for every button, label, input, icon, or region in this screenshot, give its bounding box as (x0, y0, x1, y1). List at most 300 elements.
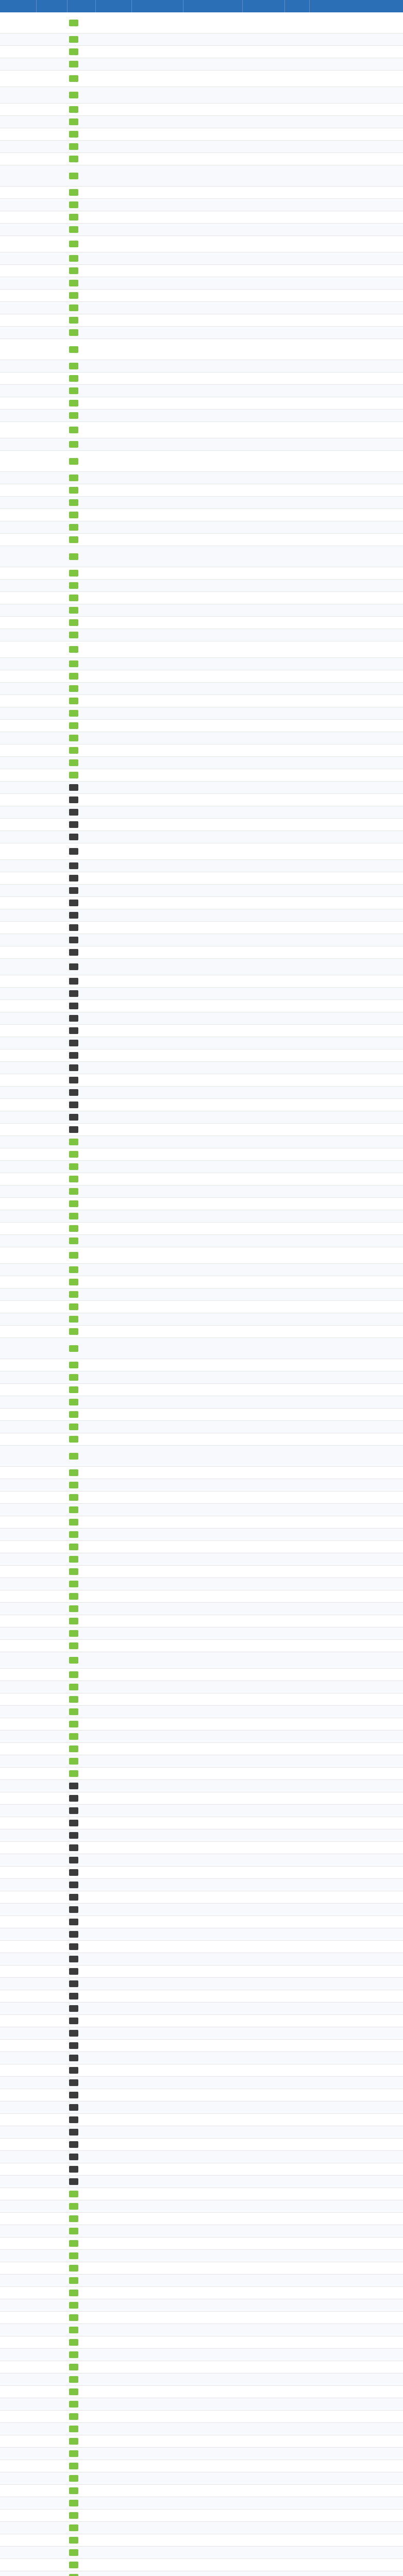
table-cell (0, 2448, 36, 2460)
table-row[interactable] (0, 87, 403, 104)
table-row[interactable] (0, 277, 403, 290)
table-row[interactable] (0, 1235, 403, 1247)
table-cell (95, 141, 131, 153)
table-row[interactable] (0, 2423, 403, 2435)
table-row[interactable] (0, 592, 403, 604)
table-row[interactable] (0, 1904, 403, 1916)
table-row[interactable] (0, 509, 403, 521)
table-row[interactable] (0, 1264, 403, 1276)
table-row[interactable] (0, 1867, 403, 1879)
table-row[interactable] (0, 1025, 403, 1037)
table-row[interactable] (0, 1223, 403, 1235)
table-row[interactable] (0, 128, 403, 141)
table-row[interactable] (0, 1990, 403, 2003)
table-row[interactable] (0, 860, 403, 872)
table-row[interactable] (0, 2275, 403, 2287)
column-header[interactable] (0, 0, 36, 12)
table-row[interactable] (0, 1012, 403, 1025)
table-row[interactable] (0, 872, 403, 885)
table-row[interactable] (0, 1603, 403, 1615)
table-row[interactable] (0, 909, 403, 922)
table-row[interactable] (0, 1628, 403, 1640)
table-row[interactable] (0, 1731, 403, 1743)
table-row[interactable] (0, 2225, 403, 2238)
table-row[interactable] (0, 1433, 403, 1446)
table-cell (284, 744, 309, 757)
table-row[interactable] (0, 1384, 403, 1396)
table-row[interactable] (0, 683, 403, 695)
table-cell (36, 885, 67, 897)
table-row[interactable] (0, 934, 403, 946)
table-row[interactable] (0, 1928, 403, 1941)
table-row[interactable] (0, 2312, 403, 2324)
column-header[interactable] (95, 0, 131, 12)
table-row[interactable] (0, 2102, 403, 2114)
table-cell (0, 757, 36, 769)
table-row[interactable] (0, 1768, 403, 1780)
table-row[interactable] (0, 290, 403, 302)
table-row[interactable] (0, 946, 403, 959)
table-row[interactable] (0, 1529, 403, 1541)
table-row[interactable] (0, 658, 403, 670)
table-row[interactable] (0, 497, 403, 509)
table-cell (0, 534, 36, 546)
table-row[interactable] (0, 2015, 403, 2027)
table-row[interactable] (0, 641, 403, 658)
table-cell (95, 1718, 131, 1731)
table-row[interactable] (0, 224, 403, 236)
table-cell (95, 1615, 131, 1628)
table-row[interactable] (0, 1590, 403, 1603)
table-row[interactable] (0, 211, 403, 224)
table-row[interactable] (0, 604, 403, 617)
table-row[interactable] (0, 1566, 403, 1578)
table-row[interactable] (0, 1148, 403, 1161)
table-cell (67, 843, 95, 860)
table-cell (183, 1718, 242, 1731)
table-cell (242, 1492, 284, 1504)
table-row[interactable] (0, 1669, 403, 1681)
table-cell (242, 885, 284, 897)
table-cell (242, 975, 284, 988)
table-row[interactable] (0, 1652, 403, 1669)
table-cell (36, 451, 67, 472)
table-row[interactable] (0, 819, 403, 831)
table-row[interactable] (0, 2052, 403, 2064)
table-row[interactable] (0, 2460, 403, 2472)
table-row[interactable] (0, 2547, 403, 2559)
table-row[interactable] (0, 116, 403, 128)
table-row[interactable] (0, 744, 403, 757)
table-row[interactable] (0, 1891, 403, 1904)
table-row[interactable] (0, 1371, 403, 1384)
column-header[interactable] (131, 0, 183, 12)
table-row[interactable] (0, 1326, 403, 1338)
column-header[interactable] (309, 0, 403, 12)
table-cell (131, 1000, 183, 1012)
table-cell (67, 720, 95, 732)
table-row[interactable] (0, 472, 403, 484)
table-cell (67, 1276, 95, 1289)
table-row[interactable] (0, 831, 403, 843)
table-row[interactable] (0, 1780, 403, 1792)
table-row[interactable] (0, 897, 403, 909)
table-row[interactable] (0, 1805, 403, 1817)
table-row[interactable] (0, 1467, 403, 1479)
table-cell (67, 695, 95, 707)
table-row[interactable] (0, 1516, 403, 1529)
table-row[interactable] (0, 360, 403, 372)
table-row[interactable] (0, 2497, 403, 2510)
table-row[interactable] (0, 1640, 403, 1652)
table-row[interactable] (0, 1173, 403, 1185)
table-cell (309, 1681, 403, 1693)
table-row[interactable] (0, 1504, 403, 1516)
table-row[interactable] (0, 843, 403, 860)
status-badge (69, 2487, 78, 2494)
table-cell (0, 1953, 36, 1965)
table-row[interactable] (0, 2077, 403, 2089)
table-cell (242, 1628, 284, 1640)
table-row[interactable] (0, 1161, 403, 1173)
table-row[interactable] (0, 1421, 403, 1433)
table-cell (95, 153, 131, 165)
table-cell (309, 372, 403, 385)
table-row[interactable] (0, 2151, 403, 2163)
table-row[interactable] (0, 2064, 403, 2077)
table-row[interactable] (0, 959, 403, 975)
table-row[interactable] (0, 629, 403, 641)
table-cell (67, 2559, 95, 2571)
table-row[interactable] (0, 521, 403, 534)
table-cell (309, 2089, 403, 2102)
table-row[interactable] (0, 1185, 403, 1198)
column-header[interactable] (284, 0, 309, 12)
table-row[interactable] (0, 236, 403, 252)
table-cell (0, 604, 36, 617)
table-row[interactable] (0, 2287, 403, 2299)
table-row[interactable] (0, 1136, 403, 1148)
table-cell (131, 1628, 183, 1640)
table-row[interactable] (0, 1553, 403, 1566)
table-row[interactable] (0, 2349, 403, 2361)
table-cell (36, 472, 67, 484)
table-row[interactable] (0, 1615, 403, 1628)
table-cell (284, 1087, 309, 1099)
table-row[interactable] (0, 617, 403, 629)
table-row[interactable] (0, 141, 403, 153)
table-row[interactable] (0, 165, 403, 187)
table-row[interactable] (0, 720, 403, 732)
table-row[interactable] (0, 438, 403, 451)
table-cell (131, 2163, 183, 2176)
table-row[interactable] (0, 1541, 403, 1553)
table-row[interactable] (0, 1359, 403, 1371)
table-row[interactable] (0, 372, 403, 385)
column-header[interactable] (183, 0, 242, 12)
table-cell (183, 1049, 242, 1062)
table-row[interactable] (0, 2027, 403, 2040)
table-row[interactable] (0, 339, 403, 360)
status-badge (69, 2178, 78, 2185)
column-header[interactable] (242, 0, 284, 12)
table-row[interactable] (0, 534, 403, 546)
table-cell (242, 2114, 284, 2126)
status-badge (69, 536, 78, 543)
table-cell (67, 1161, 95, 1173)
table-row[interactable] (0, 1037, 403, 1049)
table-row[interactable] (0, 1941, 403, 1953)
table-row[interactable] (0, 1829, 403, 1842)
table-row[interactable] (0, 567, 403, 580)
table-cell (131, 236, 183, 252)
table-row[interactable] (0, 327, 403, 339)
table-cell (309, 2275, 403, 2287)
table-row[interactable] (0, 1409, 403, 1421)
table-row[interactable] (0, 2485, 403, 2497)
table-row[interactable] (0, 302, 403, 314)
table-cell (36, 1012, 67, 1025)
table-cell (309, 1669, 403, 1681)
table-row[interactable] (0, 2510, 403, 2522)
table-row[interactable] (0, 2213, 403, 2225)
table-row[interactable] (0, 2139, 403, 2151)
table-row[interactable] (0, 1000, 403, 1012)
table-cell (309, 1276, 403, 1289)
table-cell (309, 1111, 403, 1124)
table-cell (242, 819, 284, 831)
table-row[interactable] (0, 153, 403, 165)
table-row[interactable] (0, 1338, 403, 1359)
table-cell (36, 1755, 67, 1768)
table-row[interactable] (0, 397, 403, 410)
table-row[interactable] (0, 2250, 403, 2262)
table-row[interactable] (0, 2522, 403, 2534)
table-row[interactable] (0, 2534, 403, 2547)
table-row[interactable] (0, 922, 403, 934)
table-row[interactable] (0, 1854, 403, 1867)
table-row[interactable] (0, 1743, 403, 1755)
table-cell (242, 1718, 284, 1731)
table-row[interactable] (0, 885, 403, 897)
table-row[interactable] (0, 2472, 403, 2485)
table-row[interactable] (0, 484, 403, 497)
table-row[interactable] (0, 1879, 403, 1891)
table-row[interactable] (0, 1492, 403, 1504)
table-cell (95, 265, 131, 277)
table-row[interactable] (0, 410, 403, 422)
table-cell (131, 1578, 183, 1590)
table-cell (242, 2510, 284, 2522)
table-cell (95, 1504, 131, 1516)
table-row[interactable] (0, 2003, 403, 2015)
table-row[interactable] (0, 2114, 403, 2126)
table-cell (131, 2114, 183, 2126)
table-cell (131, 422, 183, 438)
table-row[interactable] (0, 265, 403, 277)
status-badge (69, 1931, 78, 1938)
status-badge (69, 1671, 78, 1678)
table-row[interactable] (0, 1479, 403, 1492)
table-row[interactable] (0, 732, 403, 744)
table-row[interactable] (0, 1978, 403, 1990)
table-cell (36, 1223, 67, 1235)
table-row[interactable] (0, 1446, 403, 1467)
table-row[interactable] (0, 806, 403, 819)
table-row[interactable] (0, 1313, 403, 1326)
table-row[interactable] (0, 1706, 403, 1718)
table-row[interactable] (0, 1198, 403, 1210)
table-row[interactable] (0, 546, 403, 567)
table-row[interactable] (0, 1301, 403, 1313)
table-row[interactable] (0, 2163, 403, 2176)
table-cell (309, 314, 403, 327)
table-row[interactable] (0, 33, 403, 46)
table-cell (242, 1615, 284, 1628)
table-row[interactable] (0, 2559, 403, 2571)
table-row[interactable] (0, 1062, 403, 1074)
table-row[interactable] (0, 46, 403, 58)
table-row[interactable] (0, 1396, 403, 1409)
table-row[interactable] (0, 1953, 403, 1965)
table-cell (183, 1235, 242, 1247)
table-row[interactable] (0, 2176, 403, 2188)
table-cell (242, 1062, 284, 1074)
table-cell (309, 2102, 403, 2114)
table-cell (183, 199, 242, 211)
table-cell (36, 2386, 67, 2398)
table-cell (131, 2547, 183, 2559)
table-cell (183, 141, 242, 153)
table-cell (284, 1891, 309, 1904)
table-row[interactable] (0, 2324, 403, 2336)
table-cell (36, 1928, 67, 1941)
table-cell (67, 46, 95, 58)
table-row[interactable] (0, 1124, 403, 1136)
table-row[interactable] (0, 2299, 403, 2312)
table-row[interactable] (0, 1718, 403, 1731)
table-row[interactable] (0, 1916, 403, 1928)
table-row[interactable] (0, 1210, 403, 1223)
table-row[interactable] (0, 2386, 403, 2398)
table-row[interactable] (0, 707, 403, 720)
table-row[interactable] (0, 1965, 403, 1978)
table-row[interactable] (0, 988, 403, 1000)
table-cell (284, 236, 309, 252)
table-row[interactable] (0, 2411, 403, 2423)
table-row[interactable] (0, 2126, 403, 2139)
table-row[interactable] (0, 2238, 403, 2250)
table-row[interactable] (0, 695, 403, 707)
table-cell (0, 509, 36, 521)
table-cell (183, 720, 242, 732)
table-row[interactable] (0, 2200, 403, 2213)
table-cell (309, 922, 403, 934)
table-row[interactable] (0, 2571, 403, 2576)
table-cell (284, 909, 309, 922)
table-row[interactable] (0, 12, 403, 33)
table-row[interactable] (0, 1111, 403, 1124)
table-row[interactable] (0, 2435, 403, 2448)
table-cell (36, 2003, 67, 2015)
table-cell (242, 116, 284, 128)
table-row[interactable] (0, 1842, 403, 1854)
table-cell (183, 592, 242, 604)
table-row[interactable] (0, 187, 403, 199)
table-row[interactable] (0, 2336, 403, 2349)
table-row[interactable] (0, 1247, 403, 1264)
table-row[interactable] (0, 422, 403, 438)
table-row[interactable] (0, 2448, 403, 2460)
table-row[interactable] (0, 385, 403, 397)
table-row[interactable] (0, 2262, 403, 2275)
table-row[interactable] (0, 782, 403, 794)
table-cell (309, 1371, 403, 1384)
table-cell (242, 2361, 284, 2374)
table-row[interactable] (0, 1681, 403, 1693)
table-row[interactable] (0, 1693, 403, 1706)
table-cell (67, 1012, 95, 1025)
table-cell (183, 922, 242, 934)
table-cell (309, 2485, 403, 2497)
table-row[interactable] (0, 2398, 403, 2411)
status-badge (69, 474, 78, 481)
table-row[interactable] (0, 1578, 403, 1590)
table-cell (0, 2027, 36, 2040)
table-row[interactable] (0, 2361, 403, 2374)
table-row[interactable] (0, 1289, 403, 1301)
table-row[interactable] (0, 769, 403, 782)
table-row[interactable] (0, 1817, 403, 1829)
table-cell (183, 2139, 242, 2151)
table-cell (131, 2027, 183, 2040)
table-row[interactable] (0, 71, 403, 87)
table-row[interactable] (0, 451, 403, 472)
table-cell (242, 153, 284, 165)
table-row[interactable] (0, 1755, 403, 1768)
table-row[interactable] (0, 199, 403, 211)
table-row[interactable] (0, 1049, 403, 1062)
table-row[interactable] (0, 58, 403, 71)
table-row[interactable] (0, 2188, 403, 2200)
table-cell (0, 1124, 36, 1136)
table-row[interactable] (0, 757, 403, 769)
column-header[interactable] (36, 0, 67, 12)
table-row[interactable] (0, 2089, 403, 2102)
status-badge (69, 1795, 78, 1802)
table-row[interactable] (0, 580, 403, 592)
table-cell (95, 410, 131, 422)
table-row[interactable] (0, 2374, 403, 2386)
table-cell (95, 1990, 131, 2003)
table-row[interactable] (0, 2040, 403, 2052)
status-badge (69, 241, 78, 247)
table-row[interactable] (0, 1087, 403, 1099)
table-row[interactable] (0, 1099, 403, 1111)
table-row[interactable] (0, 314, 403, 327)
table-row[interactable] (0, 252, 403, 265)
table-cell (67, 1755, 95, 1768)
table-row[interactable] (0, 670, 403, 683)
table-row[interactable] (0, 1792, 403, 1805)
table-cell (131, 843, 183, 860)
table-row[interactable] (0, 1276, 403, 1289)
table-row[interactable] (0, 1074, 403, 1087)
table-row[interactable] (0, 104, 403, 116)
column-header[interactable] (67, 0, 95, 12)
table-row[interactable] (0, 975, 403, 988)
table-row[interactable] (0, 794, 403, 806)
